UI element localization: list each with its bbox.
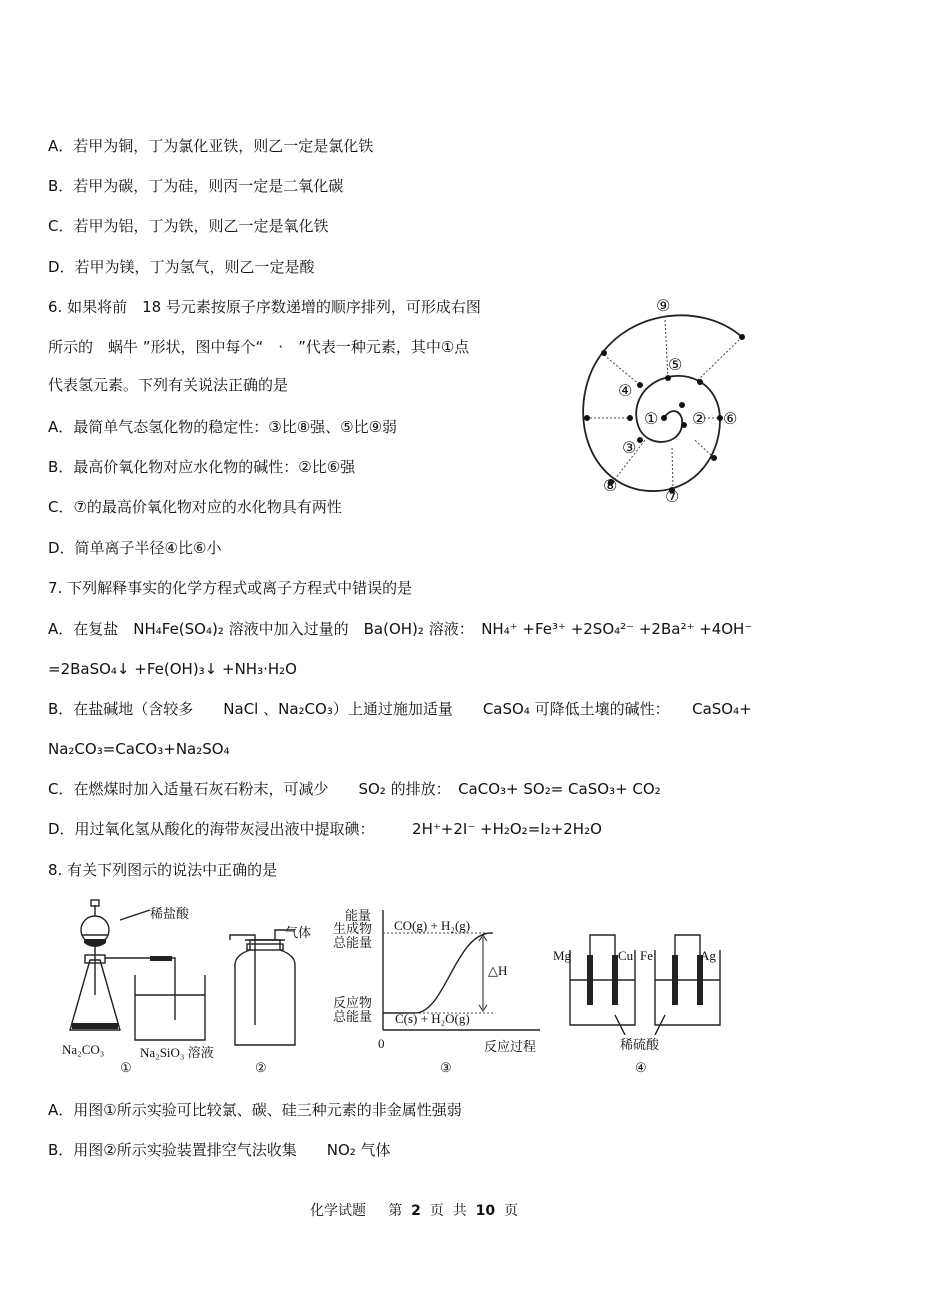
fig4-ag-label: Ag: [700, 948, 716, 963]
fig2-number: ②: [255, 1060, 267, 1075]
option-b-q7-line2: Na₂CO₃=CaCO₃+Na₂SO₄: [48, 740, 230, 758]
fig3-number: ③: [440, 1060, 452, 1075]
footer-gong: 共: [452, 1203, 467, 1219]
fig1-number: ①: [120, 1060, 132, 1075]
option-d-q7: D．用过氧化氢从酸化的海带灰浸出液中提取碘： 2H⁺+2I⁻ +H₂O₂=I₂+2H₂O: [48, 820, 602, 838]
option-b-q8: B．用图②所示实验装置排空气法收集 NO₂ 气体: [48, 1141, 391, 1159]
question-6-line3: 代表氢元素。下列有关说法正确的是: [48, 376, 289, 394]
snail-label-2: ②: [692, 409, 707, 428]
footer-total-pages: 10: [475, 1203, 496, 1219]
fig3-dh-label: △H: [488, 963, 508, 978]
fig1-flask-label: Na₂CO₃: [62, 1042, 105, 1057]
footer-ye2: 页: [504, 1203, 519, 1219]
option-d-q6: D．简单离子半径④比⑥小: [48, 539, 222, 557]
fig3-yaxis-label: 能量: [345, 908, 372, 923]
fig3-xaxis-label: 反应过程: [484, 1039, 537, 1054]
footer-subject: 化学试题: [310, 1203, 366, 1219]
fig4-fe-label: Fe: [640, 948, 653, 963]
snail-label-6: ⑥: [723, 409, 738, 428]
footer-page-number: 2: [411, 1203, 421, 1219]
fig3-reactants-label: 反应物 总能量: [333, 995, 373, 1024]
figure-1-apparatus: [60, 895, 220, 1045]
option-c-q6: C．⑦的最高价氧化物对应的水化物具有两性: [48, 498, 342, 516]
snail-label-9: ⑨: [656, 296, 671, 315]
footer-di: 第: [388, 1203, 403, 1219]
option-a-q5: A．若甲为铜，丁为氯化亚铁，则乙一定是氯化铁: [48, 137, 374, 155]
option-a-q6: A．最简单气态氢化物的稳定性：③比⑧强、⑤比⑨弱: [48, 418, 398, 436]
option-a-q7-line2: =2BaSO₄↓ +Fe(OH)₃↓ +NH₃·H₂O: [48, 660, 297, 678]
fig4-mg-label: Mg: [553, 948, 572, 963]
snail-label-7: ⑦: [665, 487, 680, 506]
fig3-origin: 0: [378, 1036, 385, 1051]
question-8: 8. 有关下列图示的说法中正确的是: [48, 861, 278, 879]
fig3-products-label: 生成物 总能量: [333, 921, 373, 950]
fig1-beaker-label: Na₂SiO₃ 溶液: [140, 1045, 214, 1060]
snail-label-8: ⑧: [603, 476, 618, 495]
option-c-q5: C．若甲为铝，丁为铁，则乙一定是氧化铁: [48, 217, 329, 235]
figure-4-galvanic-cells: [560, 925, 730, 1035]
fig2-gas-label: 气体: [285, 925, 312, 940]
question-7: 7. 下列解释事实的化学方程式或离子方程式中错误的是: [48, 579, 413, 597]
option-d-q5: D．若甲为镁，丁为氢气，则乙一定是酸: [48, 258, 315, 276]
page-footer: [310, 1200, 518, 1220]
snail-label-5: ⑤: [668, 355, 683, 374]
fig4-number: ④: [635, 1060, 647, 1075]
fig4-acid-label: 稀硫酸: [620, 1037, 660, 1052]
option-a-q7-line1: A．在复盐 NH₄Fe(SO₄)₂ 溶液中加入过量的 Ba(OH)₂ 溶液： NH₄⁺ +Fe³⁺ +2SO₄²⁻ +2Ba²⁺ +4OH⁻: [48, 620, 753, 638]
footer-ye: 页: [429, 1203, 444, 1219]
snail-label-4: ④: [618, 381, 633, 400]
question-6-line1: 6. 如果将前 18 号元素按原子序数递增的顺序排列，可形成右图: [48, 298, 481, 316]
option-b-q6: B．最高价氧化物对应水化物的碱性：②比⑥强: [48, 458, 356, 476]
fig1-acid-label: 稀盐酸: [150, 906, 190, 921]
option-c-q7: C．在燃煤时加入适量石灰石粉末，可减少 SO₂ 的排放： CaCO₃+ SO₂= CaSO₃+ CO₂: [48, 780, 661, 798]
option-a-q8: A．用图①所示实验可比较氯、碳、硅三种元素的非金属性强弱: [48, 1101, 462, 1119]
option-b-q5: B．若甲为碳，丁为硅，则丙一定是二氧化碳: [48, 177, 344, 195]
fig3-reactants-formula: C(s) + H₂O(g): [395, 1011, 470, 1026]
snail-label-3: ③: [622, 438, 637, 457]
question-6-line2: 所示的 蜗牛 ”形状，图中每个“ · ”代表一种元素，其中①点: [48, 338, 470, 356]
snail-label-1: ①: [644, 409, 659, 428]
snail-element-diagram: [570, 292, 770, 512]
option-b-q7-line1: B．在盐碱地（含较多 NaCl 、Na₂CO₃）上通过施加适量 CaSO₄ 可降低土壤的碱性： CaSO₄+: [48, 700, 752, 718]
fig3-products-formula: CO(g) + H₂(g): [394, 918, 471, 933]
fig4-cu-label: Cu: [618, 948, 634, 963]
